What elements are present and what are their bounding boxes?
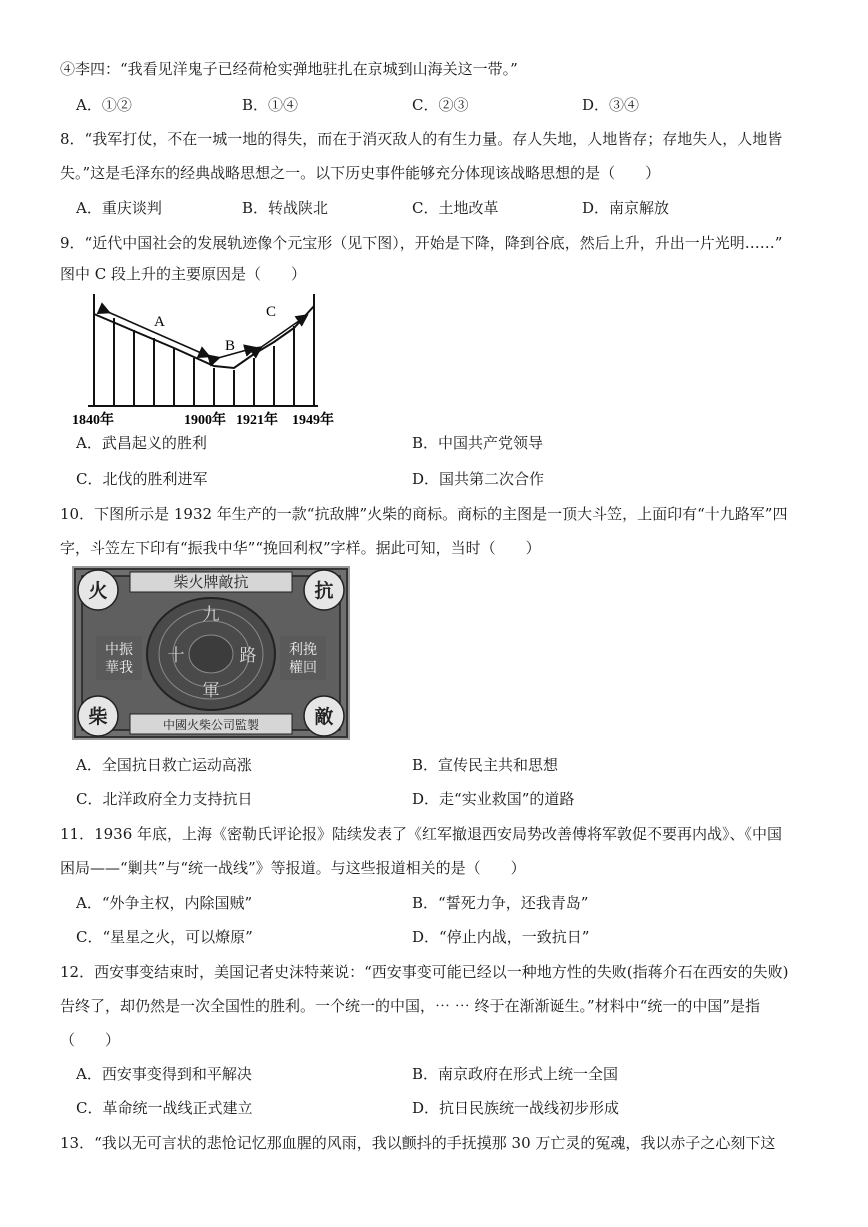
- label-bottom-text: 中國火柴公司監製: [162, 718, 260, 732]
- q11-option-c: C．“星星之火，可以燎原”: [76, 928, 253, 946]
- q7-option-a: A．①②: [76, 96, 132, 114]
- q10-option-b: B．宣传民主共和思想: [412, 756, 559, 774]
- q12-stem-line3: （ ）: [60, 1031, 121, 1049]
- yuanbao-trend-figure: [68, 288, 358, 428]
- trend-line: [94, 306, 314, 368]
- hat-text-left: 十: [167, 646, 185, 666]
- hat-text-right: 路: [239, 646, 257, 666]
- q12-option-d: D．抗日民族统一战线初步形成: [412, 1099, 620, 1117]
- q8-stem-line2: 失。”这是毛泽东的经典战略思想之一。以下历史事件能够充分体现该战略思想的是（ ）: [60, 164, 661, 182]
- q8-stem-line1: 8．“我军打仗，不在一城一地的得失，而在于消灭敌人的有生力量。存人失地，人地皆存；存地失人，人地皆: [60, 130, 783, 148]
- q12-option-c: C．革命统一战线正式建立: [76, 1099, 253, 1117]
- q8-option-b: B．转战陕北: [242, 199, 329, 217]
- q11-option-b: B．“誓死力争，还我青岛”: [412, 894, 589, 912]
- q9-stem-line2: 图中 C 段上升的主要原因是（ ）: [60, 265, 307, 283]
- q7-item4: ④李四：“我看见洋鬼子已经荷枪实弹地驻扎在京城到山海关这一带。”: [60, 60, 518, 78]
- label-top-text: 柴火牌敵抗: [173, 573, 249, 591]
- segment-label-c: C: [266, 304, 277, 320]
- hat-text-bottom: 軍: [202, 681, 220, 701]
- segment-label-a: A: [154, 314, 165, 330]
- q9-stem-line1: 9．“近代中国社会的发展轨迹像个元宝形（见下图），开始是下降，降到谷底，然后上升，升出一片光明……”: [60, 234, 783, 252]
- q7-option-d: D．③④: [582, 96, 640, 114]
- q10-stem-line2: 字，斗笠左下印有“振我中华”“挽回利权”字样。据此可知，当时（ ）: [60, 539, 541, 557]
- right-text-row1: 利挽: [289, 642, 317, 658]
- q12-stem-line2: 告终了，却仍然是一次全国性的胜利。一个统一的中国，⋯ ⋯ 终于在渐渐诞生。”材料中“统一的中国”是指: [60, 997, 761, 1015]
- q10-option-a: A．全国抗日救亡运动高涨: [76, 756, 252, 774]
- q12-option-a: A．西安事变得到和平解决: [76, 1065, 252, 1083]
- corner-text-br: 敵: [314, 706, 334, 728]
- q10-option-c: C．北洋政府全力支持抗日: [76, 790, 253, 808]
- q11-stem-line2: 困局——“剿共”与“统一战线”》等报道。与这些报道相关的是（ ）: [60, 859, 526, 877]
- q9-option-d: D．国共第二次合作: [412, 470, 545, 488]
- segment-c-arrow: [260, 316, 306, 348]
- year-label-1840: 1840年: [72, 413, 114, 428]
- q9-option-a: A．武昌起义的胜利: [76, 434, 207, 452]
- bars: [94, 294, 314, 406]
- q8-option-a: A．重庆谈判: [76, 199, 162, 217]
- q8-option-d: D．南京解放: [582, 199, 670, 217]
- segment-label-b: B: [225, 338, 236, 354]
- year-label-1921: 1921年: [236, 413, 278, 428]
- q10-stem-line1: 10．下图所示是 1932 年生产的一款“抗敌牌”火柴的商标。商标的主图是一顶大斗笠，上面印有“十九路军”四: [60, 505, 788, 523]
- q11-option-a: A．“外争主权，内除国贼”: [76, 894, 253, 912]
- corner-text-tr: 抗: [314, 580, 334, 602]
- q7-option-c: C．②③: [412, 96, 469, 114]
- q9-option-b: B．中国共产党领导: [412, 434, 544, 452]
- q9-option-c: C．北伐的胜利进军: [76, 470, 208, 488]
- left-text-row1: 中振: [105, 642, 133, 658]
- hat-text-top: 九: [202, 605, 220, 625]
- year-label-1949: 1949年: [292, 413, 334, 428]
- segment-b-arrow: [218, 348, 254, 358]
- corner-text-bl: 柴: [88, 706, 108, 728]
- q12-option-b: B．南京政府在形式上统一全国: [412, 1065, 619, 1083]
- left-text-row2: 華我: [105, 660, 133, 676]
- corner-text-tl: 火: [88, 580, 108, 602]
- q13-stem-line1: 13．“我以无可言状的悲怆记忆那血腥的风雨，我以颤抖的手抚摸那 30 万亡灵的冤魂，我以赤子之心刻下这: [60, 1134, 776, 1152]
- q8-option-c: C．土地改革: [412, 199, 499, 217]
- q11-stem-line1: 11．1936 年底，上海《密勒氏评论报》陆续发表了《红军撤退西安局势改善傅将军敦促不要再内战》、《中国: [60, 825, 783, 843]
- q11-option-d: D．“停止内战，一致抗日”: [412, 928, 590, 946]
- q12-stem-line1: 12．西安事变结束时，美国记者史沫特莱说：“西安事变可能已经以一种地方性的失败(指蒋介石在西安的失败): [60, 963, 789, 981]
- q10-option-d: D．走“实业救国”的道路: [412, 790, 575, 808]
- right-text-row2: 權回: [289, 660, 317, 676]
- q7-option-b: B．①④: [242, 96, 299, 114]
- year-label-1900: 1900年: [184, 413, 226, 428]
- matchbox-label-image: [72, 566, 350, 740]
